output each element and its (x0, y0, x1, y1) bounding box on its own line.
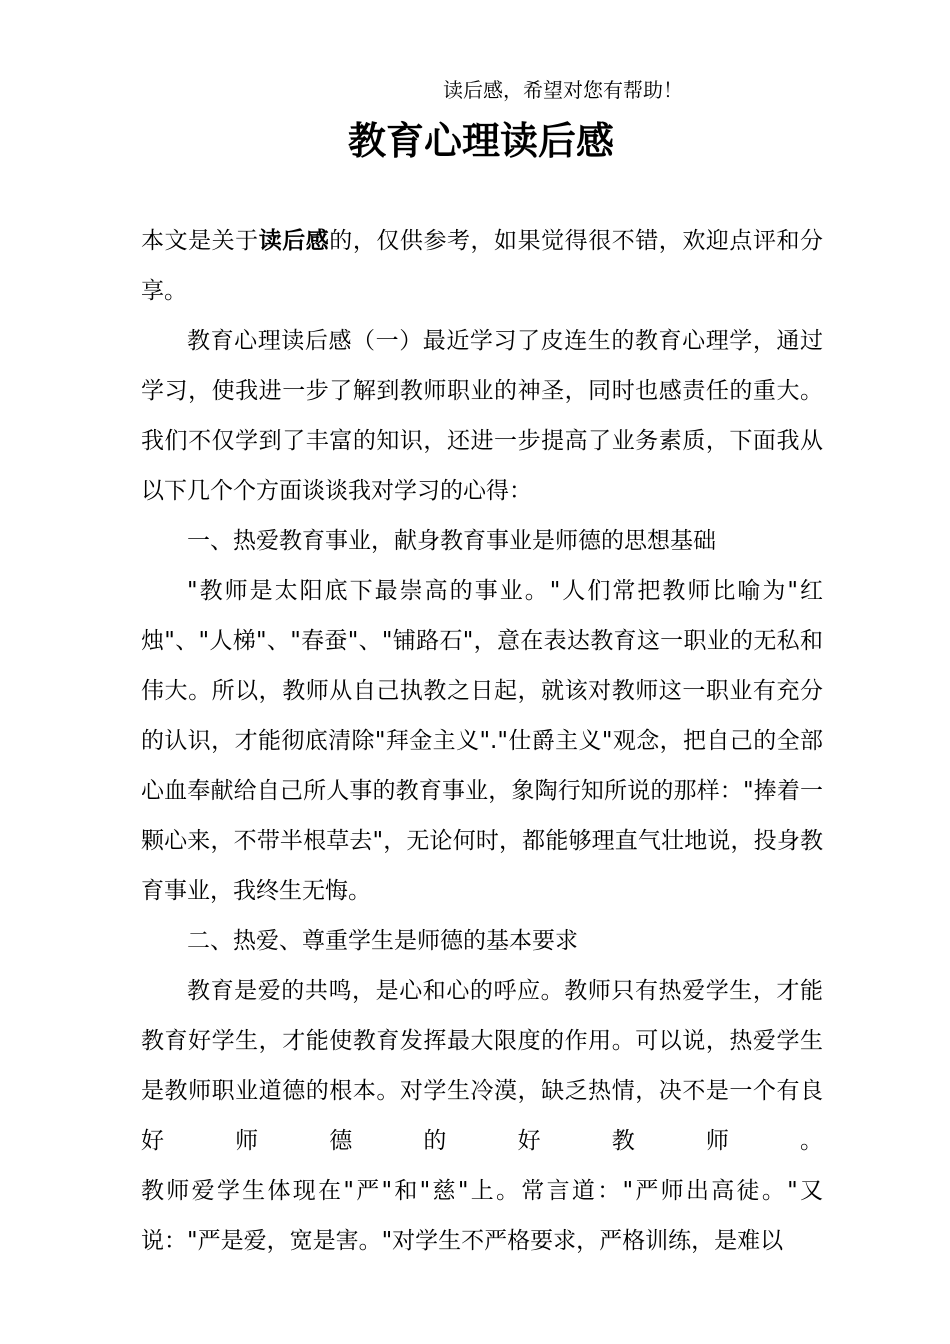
header-note: 读后感，希望对您有帮助！ (443, 78, 683, 102)
paragraph-4: 教师爱学生体现在"严"和"慈"上。常言道："严师出高徒。"又说："严是爱，宽是害。"对学生不严格要求，严格训练，是难以 (141, 1178, 823, 1254)
section-heading-2: 二、热爱、尊重学生是师德的基本要求 (187, 928, 578, 954)
document-title: 教育心理读后感 (347, 119, 614, 163)
section-heading-1: 一、热爱教育事业，献身教育事业是师德的思想基础 (187, 528, 716, 554)
intro-keyword: 读后感 (258, 228, 330, 254)
document-body (141, 216, 823, 1266)
intro-text-before: 本文是关于 (141, 228, 259, 254)
paragraph-3: 教育是爱的共鸣，是心和心的呼应。教师只有热爱学生，才能教育好学生，才能使教育发挥最大限度的作用。可以说，热爱学生是教师职业道德的根本。对学生冷漠，缺乏热情，决不是一个有良好师德的好教师。 (141, 978, 823, 1154)
paragraph-2: "教师是太阳底下最崇高的事业。"人们常把教师比喻为"红烛"、"人梯"、"春蚕"、"铺路石"，意在表达教育这一职业的无私和伟大。所以，教师从自己执教之日起，就该对教师这一职业有充分的认识，才能彻底清除"拜金主义"."仕爵主义"观念，把自己的全部心血奉献给自己所人事的教育事业，象陶行知所说的那样："捧着一颗心来，不带半根草去"，无论何时，都能够理直气壮地说，投身教育事业，我终生无悔。 (141, 578, 823, 904)
paragraph-1: 教育心理读后感（一）最近学习了皮连生的教育心理学，通过学习，使我进一步了解到教师职业的神圣，同时也感责任的重大。我们不仅学到了丰富的知识，还进一步提高了业务素质，下面我从以下几个个方面谈谈我对学习的心得： (141, 328, 823, 504)
intro-paragraph (141, 216, 823, 316)
intro-text-after: 的，仅供参考，如果觉得很不错，欢迎点评和分享。 (141, 228, 824, 304)
